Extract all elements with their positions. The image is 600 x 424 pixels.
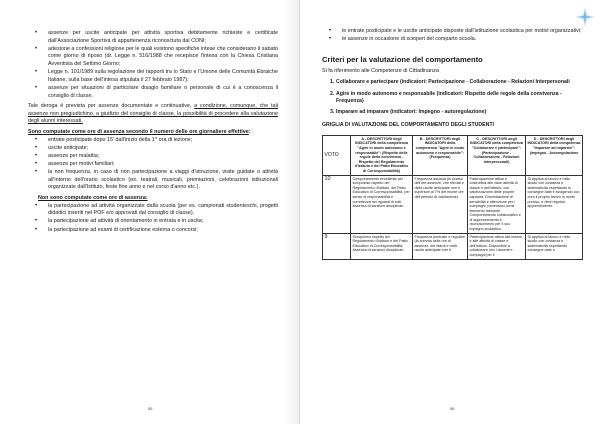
descriptor-header: B - DESCRITTORI degli INDICATORI della competenza "Agire in modo autonomo e responsabile": (Frequenza) bbox=[413, 135, 468, 175]
criteria-text: Imparare ad imparare (indicatori: Impegno - autoregolazione) bbox=[336, 108, 487, 115]
descriptor-cell: Si applica al lavoro e nello studio con costanza e sistematicità rispettando consegne date e bbox=[526, 233, 583, 259]
list-item: • le assenze in occasione di scioperi del comparto scuola. bbox=[342, 36, 582, 44]
descriptor-cell: Scrupoloso rispetto del Regolamento d'Istituto e del Patto Educativo di Corresponsabilità. Assenza di sanzioni disciplinari. bbox=[351, 233, 413, 259]
criteria-list bbox=[322, 79, 582, 116]
page-fold-shadow bbox=[282, 0, 299, 424]
list-item: • la non frequenza, in caso di non partecipazione a viaggi d'istruzione, visite guidate o attività all'interno dell'orario scolastico (es. teatrali, musicali, premiazioni, celebrazioni istituzionali organizzate dall'Istituto, feste fine anno e nel corso d'anno etc.). bbox=[48, 169, 278, 192]
list-item: • la partecipazione ad attività organizzate dalla scuola (per es. campionati studenteschi, progetti didattici inseriti nel POF e/o approvati dal consiglio di classe), bbox=[48, 203, 278, 218]
criteria-number: 3. bbox=[330, 108, 335, 115]
other-exemptions-list bbox=[322, 28, 582, 44]
deroga-text: Tale deroga è prevista per assenze documentate e continuative, bbox=[28, 103, 195, 110]
left-page-content bbox=[28, 30, 278, 235]
descriptor-cell: Frequenza assidua (lo scarso dell'ore assenze, che rilevati e delle uscite anticipate non è superiore al 7% del monte ore dell'periodo di valutazione) bbox=[413, 175, 468, 233]
right-page bbox=[300, 0, 600, 424]
list-item: • assenze per motivi familiari; bbox=[48, 161, 278, 169]
sparkle-logo-icon bbox=[574, 6, 596, 28]
page-number: 55 bbox=[148, 406, 153, 411]
descriptor-header: C - DESCRITTORI degli INDICATORI della competenza "Collaborare e partecipare": (Partecipazione - Collaborazione - Relazioni interpersonali) bbox=[468, 135, 526, 175]
criteria-text: Collaborare e partecipare (indicatori: Partecipazione - Collaborazione - Relazioni Interpersonali bbox=[336, 79, 570, 86]
list-item: • assenze per uscite anticipate per attività sportiva debitamente richieste e certificate dall'Associazione Sportiva di appartenenza riconosciuta dal CONI; bbox=[48, 30, 278, 45]
deroga-underlined-text: a condizione, comunque, che tali assenze non pregiudichino, a giudizio del consiglio di classe, la possibilità di procedere alla valutazione degli alunni interessati. bbox=[28, 103, 279, 125]
list-item: • le entrate posticipate e le uscite anticipate disposte dall'istituzione scolastica per motivi organizzativi; bbox=[342, 28, 582, 36]
descriptor-header: A - DESCRITTORI degli INDICATORI della competenza "Agire in modo autonomo e responsabile": (Rispetto delle regole della convivenza - Rispetto del Regolamento d'Istituto e del Patto Educativo di Corresponsabilità) bbox=[351, 135, 413, 175]
criteria-item bbox=[330, 108, 582, 116]
computed-heading-text: Sono computate come ore di assenza secondo il numero delle ore giornaliere effettive bbox=[28, 128, 249, 135]
attendance-exemptions-list bbox=[28, 30, 278, 100]
list-item: • entrate posticipate dopo 15' dall'inizio della 1^ ora di lezione; bbox=[48, 137, 278, 145]
list-item: • uscite anticipate; bbox=[48, 145, 278, 153]
list-item: • la partecipazione ad attività di orientamento in entrata e in uscita; bbox=[48, 218, 278, 226]
criteria-number: 2. bbox=[330, 90, 335, 97]
computed-heading-suffix: : bbox=[248, 128, 251, 135]
list-item: • Legge n. 101/1989 sulla regolazione dei rapporti tra lo Stato e l'Unione delle Comunità Ebraiche Italiane, sulla base dell'intesa stipulata il 27 febbraio 1987); bbox=[48, 69, 278, 84]
descriptor-header: D - DESCRITTORI degli INDICATORI della competenza "Imparare ad imparare": (Impegno - Autoregolazione bbox=[526, 135, 583, 175]
section-title: Criteri per la valutazione del comportamento bbox=[322, 54, 483, 64]
grid-title: GRIGLIA DI VALUTAZIONE DEL COMPORTAMENTO DEGLI STUDENTI bbox=[322, 122, 494, 129]
criteria-text: Agire in modo autonomo e responsabile (indicatori: Rispetto delle regole della convivenza - Frequenza) bbox=[336, 90, 562, 104]
not-computed-heading-text: Non sono computate come ore di assenza: bbox=[38, 195, 148, 202]
descriptor-cell: Comportamento eccellente per scrupoloso rispetto del Regolamento d'Istituto, del Patto Educativo di Corresponsabilità, per senso di responsabilità e correttezza nei riguardi di tutti. Assenza di sanzioni disciplinari. bbox=[351, 175, 413, 233]
computed-absences-list bbox=[28, 137, 278, 193]
criteria-item bbox=[330, 90, 582, 105]
intro-text: Si fa riferimento alle Competenze di Cittadinanza bbox=[322, 67, 439, 74]
score-cell: 9 bbox=[323, 233, 351, 259]
list-item: • assenze per malattia; bbox=[48, 153, 278, 161]
list-item: • adesione a confessioni religiose per le quali esistono specifiche intese che considerano il sabato come giorno di riposo (dr. Legge n. 516/1988 che recepisce l'intesa con la Chiesa Cristiana Avventista del Settimo Giorno; bbox=[48, 46, 278, 69]
behaviour-grid-table bbox=[322, 135, 583, 260]
descriptor-cell: Partecipazione attiva alle lezioni e alle attività di classe e dell'Istituto. Disponibile a collaborare con i docenti e compagni per il bbox=[468, 233, 526, 259]
list-item: • assenze per situazioni di particolare disagio familiare o personale di cui è a conoscenza il consiglio di classe. bbox=[48, 85, 278, 100]
deroga-paragraph bbox=[28, 103, 278, 126]
descriptor-cell: Frequenza puntuale e regolare (la somma delle ore di assenze, dei ritardi e delle uscite anticipate non è bbox=[413, 233, 468, 259]
descriptor-cell: Si applica al lavoro e nello studio con costanza e sistematicità rispettando le consegne date e svolgendo con cura il proprio lavoro in modo preciso, e ritmi regolari, apprendimento. bbox=[526, 175, 583, 233]
table-header-row bbox=[323, 135, 583, 175]
descriptor-cell: Partecipazione attiva e costruttiva alle varie attività di classe e dell'Istituto, con valorizzazione delle proprie capacità. Dimostrazione di sensibilità e attenzione per i compagni, ponendosi come elemento trainante. Comportamento collaborativo e di apprezzamento e riconoscimento per il suo impegno scolastico. bbox=[468, 175, 526, 233]
voto-header: VOTO bbox=[323, 135, 351, 175]
score-cell: 10 bbox=[323, 175, 351, 233]
table-body bbox=[323, 175, 583, 259]
page-number: 56 bbox=[450, 406, 455, 411]
criteria-number: 1. bbox=[330, 79, 335, 86]
computed-heading bbox=[28, 129, 278, 137]
right-page-content bbox=[322, 28, 582, 260]
not-computed-absences-list bbox=[28, 203, 278, 235]
list-item: • la partecipazione ad esami di certificazione esterna o concorsi; bbox=[48, 227, 278, 235]
criteria-item bbox=[330, 79, 582, 86]
table-row bbox=[323, 175, 583, 233]
table-row bbox=[323, 233, 583, 259]
not-computed-heading bbox=[28, 195, 278, 203]
